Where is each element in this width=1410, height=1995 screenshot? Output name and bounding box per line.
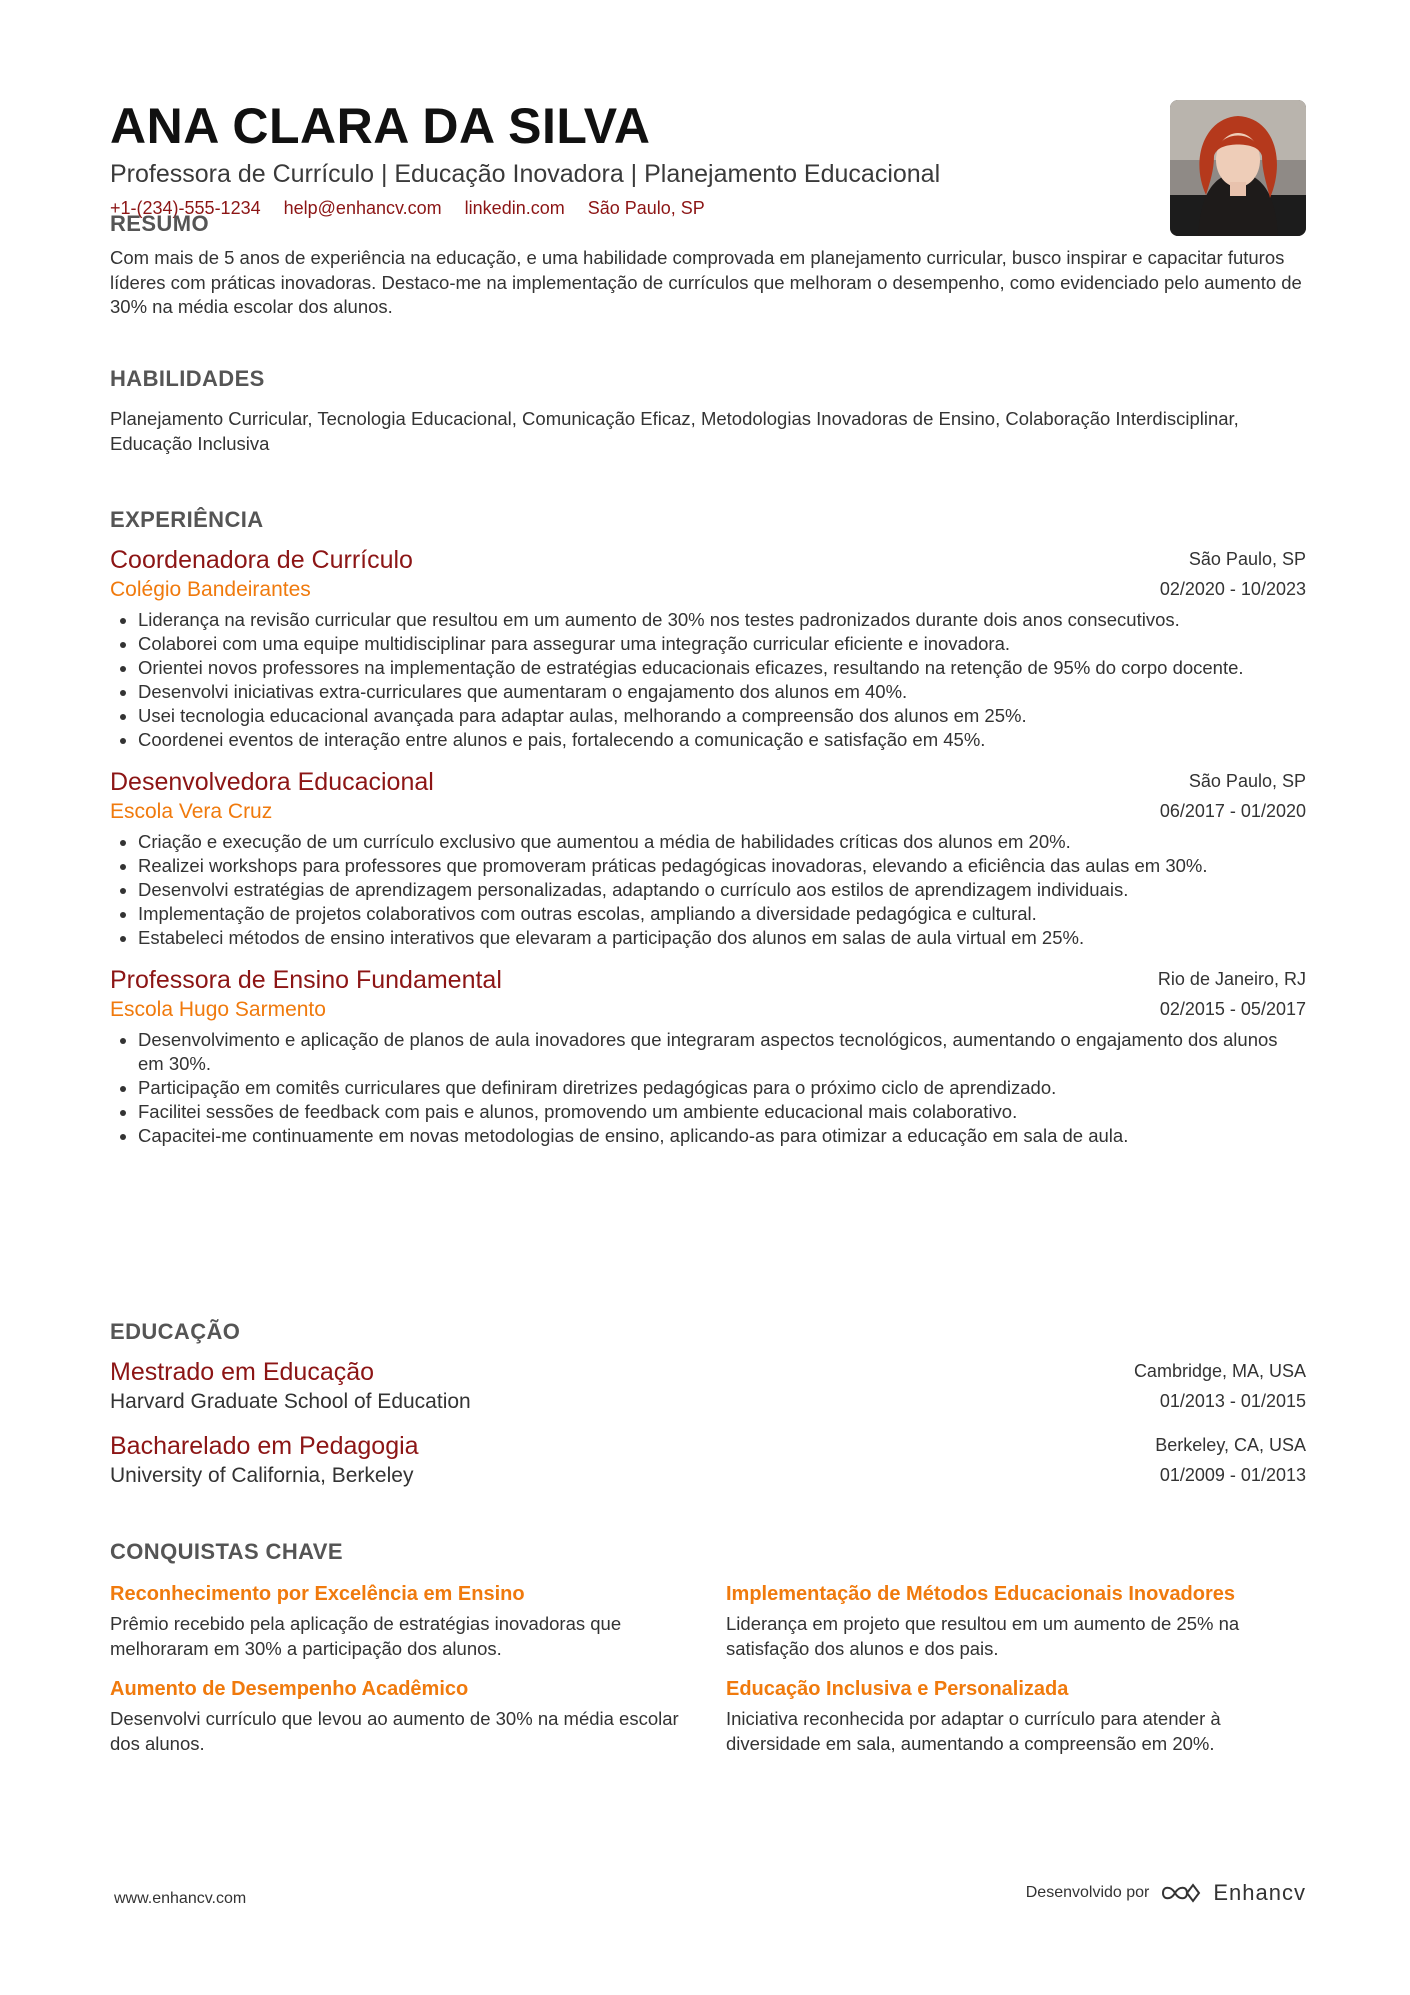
skills-section [110,365,1306,456]
bullet-item: • Desenvolvimento e aplicação de planos de aula inovadores que integraram aspectos tecnológicos, aumentando o engajamento dos alunos em 30%. [138,1028,1306,1076]
education-degree: Bacharelado em Pedagogia [110,1432,419,1460]
bullet-item: • Usei tecnologia educacional avançada para adaptar aulas, melhorando a compreensão dos alunos em 25%. [138,704,1306,728]
achievement-title: Educação Inclusiva e Personalizada [726,1678,1069,1700]
bullet-item: • Realizei workshops para professores que promoveram práticas pedagógicas inovadoras, elevando a eficiência das aulas em 30%. [138,854,1306,878]
job-title: Professora de Ensino Fundamental [110,966,502,994]
job-title: Desenvolvedora Educacional [110,768,434,796]
summary-title: RESUMO [110,211,209,236]
candidate-name: ANA CLARA DA SILVA [110,98,651,154]
bullet-item: • Capacitei-me continuamente em novas metodologias de ensino, aplicando-as para otimizar a educação em sala de aula. [138,1124,1306,1148]
education-school: Harvard Graduate School of Education [110,1390,471,1413]
job-title: Coordenadora de Currículo [110,546,413,574]
job-bullets [110,830,1306,950]
education-degree: Mestrado em Educação [110,1358,375,1386]
bullet-item: • Criação e execução de um currículo exclusivo que aumentou a média de habilidades críticas dos alunos em 20%. [138,830,1306,854]
bullet-item: • Coordenei eventos de interação entre alunos e pais, fortalecendo a comunicação e satisfação em 45%. [138,728,1306,752]
footer-branding [1026,1880,1306,1906]
experience-title: EXPERIÊNCIA [110,507,264,532]
achievements-grid [110,1580,1306,1756]
education-meta [1155,1430,1306,1490]
summary-text: Com mais de 5 anos de experiência na educação, e uma habilidade comprovada em planejamento curricular, busco inspirar e capacitar futuros líderes com práticas inovadoras. Destaco-me na implementação de currículos que melhoram o desempenho, como evidenciado pelo aumento de 30% na média escolar dos alunos. [110,247,1302,317]
achievement-item [110,1675,690,1756]
achievement-item [110,1580,690,1661]
linkedin-link[interactable]: linkedin.com [464,198,565,218]
skills-text: Planejamento Curricular, Tecnologia Educacional, Comunicação Eficaz, Metodologias Inovadoras de Ensino, Colaboração Interdisciplinar, Educação Inclusiva [110,408,1239,454]
education-section [110,1318,1306,1504]
job-dates: 02/2015 - 05/2017 [1159,999,1306,1019]
brand-name: Enhancv [1213,1880,1306,1905]
email-link[interactable]: help@enhancv.com [283,198,442,218]
job-dates: 02/2020 - 10/2023 [1159,579,1306,599]
job-entry [110,766,1306,950]
skills-title: HABILIDADES [110,366,265,391]
achievements-section [110,1538,1306,1756]
job-meta [1158,964,1306,1024]
job-entry [110,544,1306,752]
job-bullets [110,1028,1306,1148]
bullet-item: • Liderança na revisão curricular que resultou em um aumento de 30% nos testes padronizados durante dois anos consecutivos. [138,608,1306,632]
achievement-title: Aumento de Desempenho Acadêmico [110,1678,469,1700]
job-entry [110,964,1306,1148]
bullet-item: • Estabeleci métodos de ensino interativos que elevaram a participação dos alunos em salas de aula virtual em 25%. [138,926,1306,950]
location-text: São Paulo, SP [587,198,705,218]
bullet-item: • Desenvolvi iniciativas extra-curriculares que aumentaram o engajamento dos alunos em 40%. [138,680,1306,704]
footer-website[interactable]: www.enhancv.com [114,1890,247,1907]
achievement-description: Liderança em projeto que resultou em um aumento de 25% na satisfação dos alunos e dos pais. [726,1613,1240,1659]
phone-link[interactable]: +1-(234)-555-1234 [110,198,261,218]
summary-section [110,210,1306,320]
powered-by-text: Desenvolvido por [1025,1884,1150,1901]
bullet-item: • Colaborei com uma equipe multidisciplinar para assegurar uma integração curricular eficiente e inovadora. [138,632,1306,656]
education-meta [1134,1356,1306,1416]
candidate-tagline: Professora de Currículo | Educação Inovadora | Planejamento Educacional [110,160,941,188]
education-dates: 01/2013 - 01/2015 [1159,1391,1306,1411]
bullet-item: • Participação em comitês curriculares que definiram diretrizes pedagógicas para o próximo ciclo de aprendizado. [138,1076,1306,1100]
job-company: Escola Hugo Sarmento [110,998,326,1021]
job-company: Colégio Bandeirantes [110,578,311,601]
resume-page [110,98,1306,1754]
education-location: Berkeley, CA, USA [1155,1435,1306,1455]
job-dates: 06/2017 - 01/2020 [1159,801,1306,821]
job-meta [1160,766,1306,826]
bullet-item: • Desenvolvi estratégias de aprendizagem personalizadas, adaptando o currículo aos estilos de aprendizagem individuais. [138,878,1306,902]
bullet-item: • Facilitei sessões de feedback com pais e alunos, promovendo um ambiente educacional mais colaborativo. [138,1100,1306,1124]
achievements-title: CONQUISTAS CHAVE [110,1539,343,1564]
job-meta [1160,544,1306,604]
bullet-item: • Implementação de projetos colaborativos com outras escolas, ampliando a diversidade pedagógica e cultural. [138,902,1306,926]
achievement-title: Implementação de Métodos Educacionais Inovadores [726,1583,1236,1605]
experience-section [110,506,1306,1162]
enhancv-logo-icon [1159,1881,1205,1905]
achievement-description: Desenvolvi currículo que levou ao aumento de 30% na média escolar dos alunos. [110,1708,679,1754]
job-location: Rio de Janeiro, RJ [1157,969,1306,989]
bullet-item: • Orientei novos professores na implementação de estratégias educacionais eficazes, resultando na retenção de 95% do corpo docente. [138,656,1306,680]
achievement-item [726,1580,1306,1661]
job-location: São Paulo, SP [1188,771,1306,791]
achievement-description: Prêmio recebido pela aplicação de estratégias inovadoras que melhoraram em 30% a participação dos alunos. [110,1613,622,1659]
job-location: São Paulo, SP [1188,549,1306,569]
education-entry [110,1356,1306,1416]
education-entry [110,1430,1306,1490]
job-company: Escola Vera Cruz [110,800,273,823]
education-school: University of California, Berkeley [110,1464,414,1487]
education-dates: 01/2009 - 01/2013 [1159,1465,1306,1485]
education-location: Cambridge, MA, USA [1133,1361,1306,1381]
education-title: EDUCAÇÃO [110,1319,241,1344]
achievement-title: Reconhecimento por Excelência em Ensino [110,1583,525,1605]
achievement-description: Iniciativa reconhecida por adaptar o currículo para atender à diversidade em sala, aumentando a compreensão em 20%. [726,1708,1221,1754]
job-bullets [110,608,1306,752]
achievement-item [726,1675,1306,1756]
